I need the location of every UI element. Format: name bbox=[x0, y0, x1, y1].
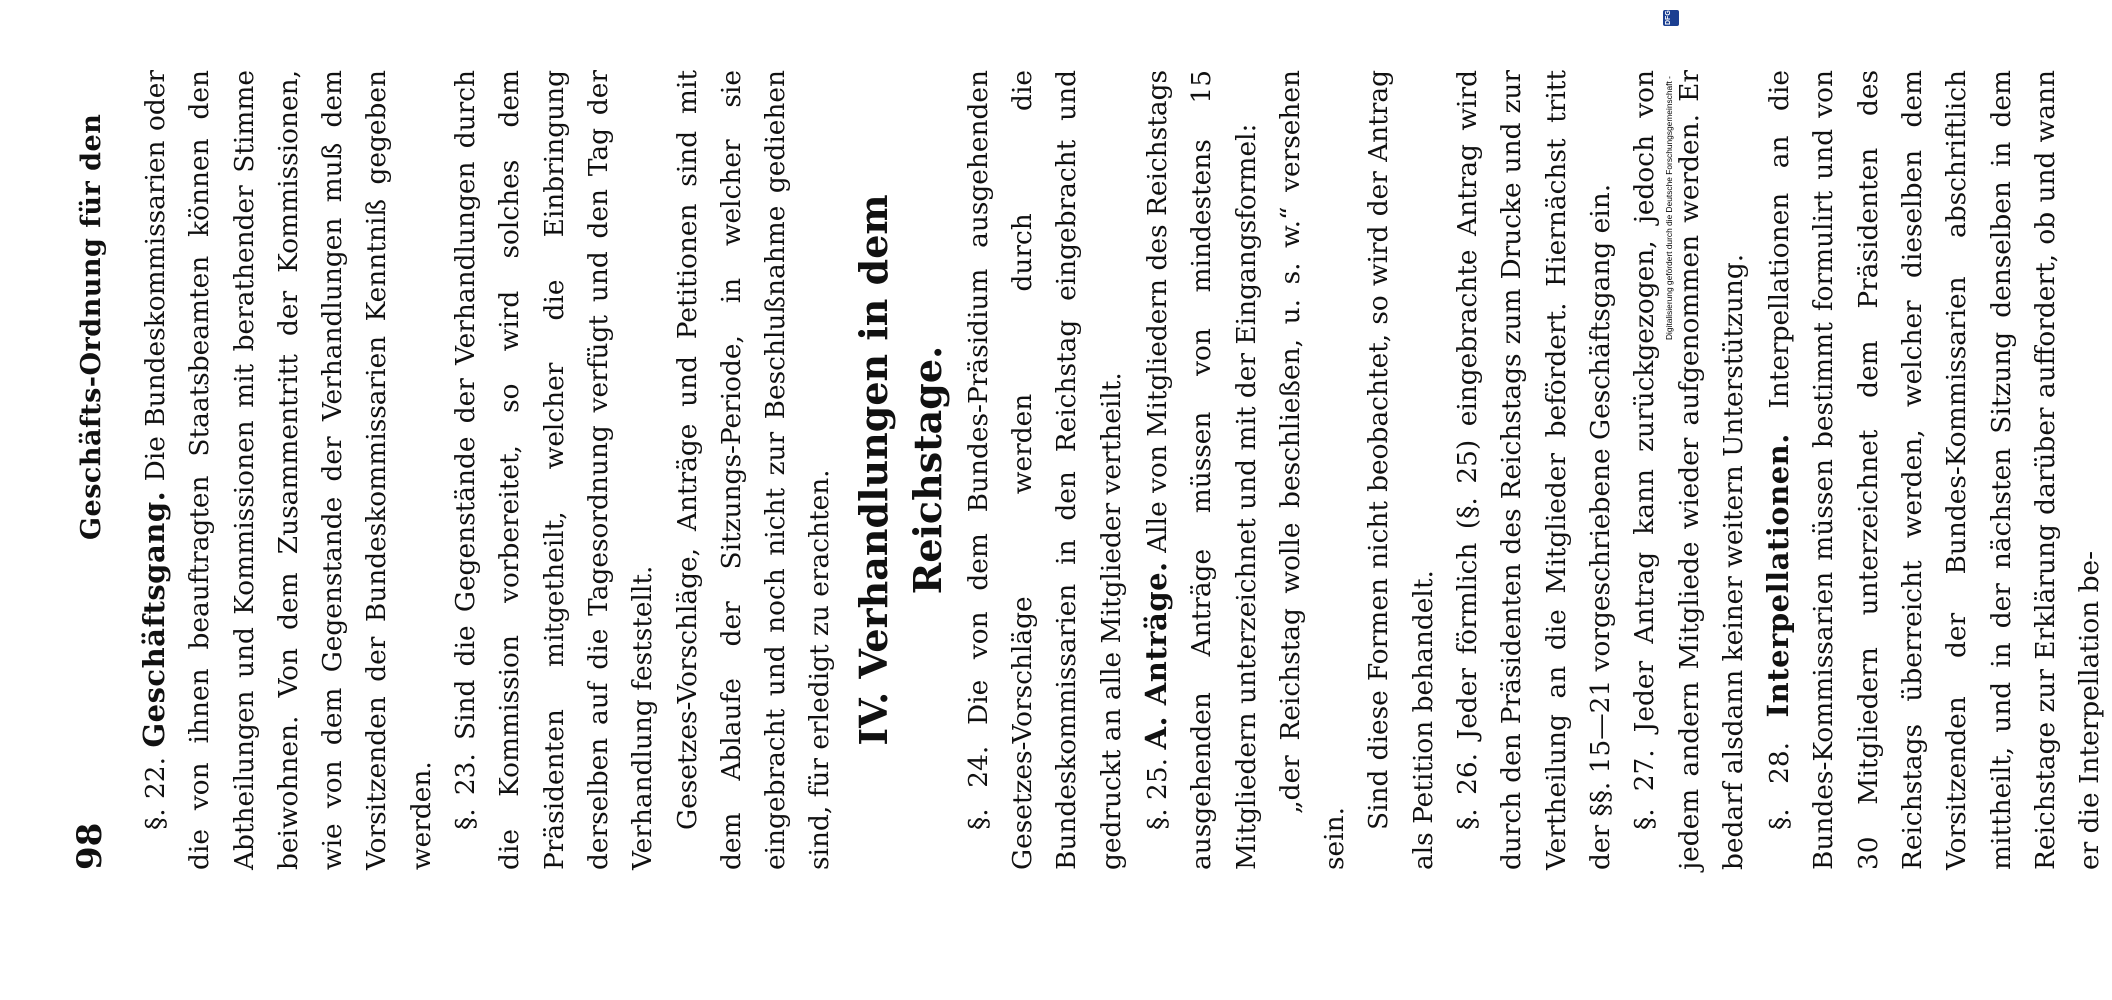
section-heading: A. Anträge. bbox=[1138, 561, 1173, 750]
section-number: §. 23. bbox=[450, 753, 482, 830]
section-25-paragraph-2 bbox=[1357, 70, 1446, 870]
section-text: Sind die Gegenstände der Verhandlungen durch die Kommission vorbereitet, so wird solches dem Präsidenten mitgetheilt, welcher die Einbringung derselben auf die Tagesordnung verfügt und den Tag der Verhandlung feststellt. bbox=[450, 70, 659, 870]
section-number: §. 24. bbox=[962, 745, 994, 830]
section-text: Alle von Mitgliedern des Reichstags ausgehenden Anträge müssen von mindestens 15 Mitgliedern unterzeichnet und mit der Eingangsformel: bbox=[1141, 70, 1262, 870]
section-24 bbox=[957, 70, 1134, 870]
section-text: Die von dem Bundes-Präsidium ausgehenden Gesetzes-Vorschläge werden durch die Bundeskommissarien in den Reichstag eingebracht und gedruckt an alle Mitglieder vertheilt. bbox=[962, 69, 1127, 870]
page-number: 98 bbox=[70, 822, 110, 870]
section-text: Gesetzes-Vorschläge, Anträge und Petitionen sind mit dem Ablaufe der Sitzungs-Periode, in welcher sie eingebracht und noch nicht zur Beschlußnahme gediehen sind, für erledigt zu erachten. bbox=[671, 70, 836, 870]
section-text: Jeder Antrag kann zurückgezogen, jedoch von jedem andern Mitgliede wieder aufgenommen werden. Er bedarf alsdann keiner weitern Unterstützung. bbox=[1629, 69, 1749, 870]
section-27 bbox=[1623, 70, 1756, 870]
chapter-heading: IV. Verhandlungen in dem Reichstage. bbox=[850, 194, 950, 746]
section-text: Interpellationen an die Bundes-Kommissarien müssen bestimmt formulirt und von 30 Mitgliedern unterzeichnet dem Präsidenten des Reichstags überreicht werden, welcher dieselben dem Vorsitzenden der Bundes-Kommissarien abschriftlich mittheilt, und in der nächsten Sitzung denselben in dem Reichstage zur Erklärung darüber auffordert, ob und wann er die Interpellation be- bbox=[1764, 70, 2106, 870]
section-text: Sind diese Formen nicht beobachtet, so wird der Antrag als Petition behandelt. bbox=[1363, 70, 1439, 870]
running-head bbox=[70, 70, 132, 870]
section-text: Jeder förmlich (§. 25) eingebrachte Antrag wird durch den Präsidenten des Reichstags zum Drucke und zur Vertheilung an die Mitglieder befördert. Hiernächst tritt der §§. 15—21 vorgeschriebene Geschäftsgang ein. bbox=[1452, 69, 1616, 870]
section-22 bbox=[132, 70, 444, 870]
running-title: Geschäfts-Ordnung für den bbox=[76, 113, 107, 540]
section-text: Die Bundeskommissarien oder die von ihnen beauftragten Staatsbeamten können den Abtheilungen und Kommissionen mit berathender Stimme beiwohnen. Von dem Zusammentritt der Kommissionen, wie von dem Gegenstande der Verhandlungen muß dem Vorsitzenden der Bundeskommissarien Kenntniß gegeben werden. bbox=[140, 70, 437, 870]
section-23 bbox=[444, 70, 665, 870]
section-heading: Geschäftsgang. bbox=[137, 490, 171, 748]
section-heading: Interpellationen. bbox=[1761, 433, 1796, 718]
section-number: §. 28. bbox=[1764, 741, 1796, 830]
section-text: „der Reichstag wolle beschließen, u. s. w.“ versehen sein. bbox=[1274, 70, 1351, 870]
digitization-credit bbox=[1662, 10, 1682, 990]
section-25 bbox=[1134, 70, 1269, 870]
section-number: §. 22. bbox=[140, 757, 171, 830]
section-number: §. 27. bbox=[1629, 749, 1661, 830]
section-number: §. 25. bbox=[1141, 757, 1173, 830]
section-23-paragraph-2 bbox=[666, 70, 843, 870]
section-number: §. 26. bbox=[1452, 752, 1484, 830]
section-26 bbox=[1446, 70, 1623, 870]
dfg-logo-text: DFG bbox=[1665, 10, 1672, 25]
digitization-credit-text: Digitalisierung gefördert durch die Deutsche Forschungsgemeinschaft - bbox=[1664, 76, 1674, 340]
section-28 bbox=[1756, 70, 2112, 870]
section-25-formula bbox=[1269, 70, 1358, 870]
